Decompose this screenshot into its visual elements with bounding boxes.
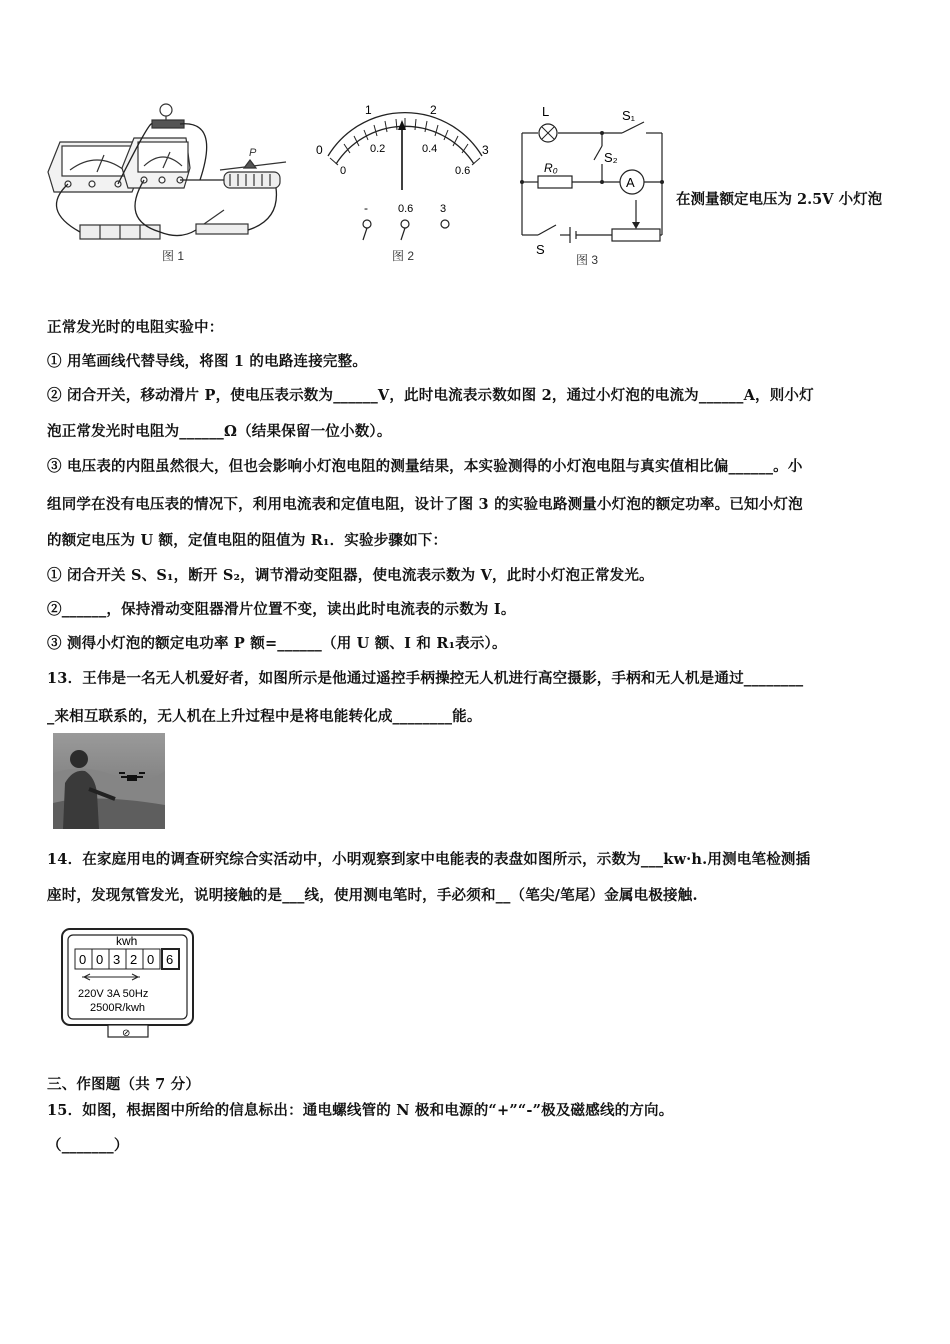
dial-end-small-06: 0.6 <box>455 165 471 177</box>
question-13-line-1: 13．王伟是一名无人机爱好者，如图所示是他通过遥控手柄操控无人机进行高空摄影，手柄和无人机是通过________ <box>47 670 804 687</box>
figure-3-circuit <box>512 100 677 270</box>
intro-text-right: 在测量额定电压为 2.5V 小灯泡 <box>676 191 883 208</box>
text-line-3: ② 闭合开关，移动滑片 P，使电压表示数为______V，此时电流表示数如图 2，通过小灯泡的电流为______A，则小灯 <box>47 387 814 404</box>
dial-label-04: 0.4 <box>422 143 438 155</box>
meter-digit-1: 0 <box>79 952 87 967</box>
electric-meter <box>60 927 195 1039</box>
question-14-line-2: 座时，发现氖管发光，说明接触的是___线，使用测电笔时，手必须和__（笔尖/笔尾）金属电极接触. <box>47 887 698 904</box>
dial-label-02: 0.2 <box>370 143 386 155</box>
dial-end-small-0: 0 <box>340 165 347 177</box>
switch-label: S <box>536 242 545 257</box>
figure-2-caption: 图 2 <box>392 249 415 263</box>
meter-digit-5: 0 <box>147 952 155 967</box>
ammeter-label: A <box>626 175 635 190</box>
text-line-1: 正常发光时的电阻实验中： <box>47 319 224 336</box>
dial-end-3: 3 <box>482 143 489 157</box>
text-line-9: ②______，保持滑动变阻器滑片位置不变，读出此时电流表的示数为 I。 <box>47 601 516 618</box>
figure-2-ammeter-dial <box>310 100 500 270</box>
figure-1-apparatus <box>40 100 300 270</box>
meter-digit-2: 0 <box>96 952 104 967</box>
s2-label: S₂ <box>604 150 618 165</box>
lamp-label: L <box>542 104 550 119</box>
question-13-line-2: _来相互联系的，无人机在上升过程中是将电能转化成________能。 <box>47 708 482 725</box>
meter-symbol: ⊘ <box>122 1028 131 1039</box>
slider-label: P <box>249 147 257 159</box>
meter-unit: kwh <box>116 934 138 948</box>
section-heading-3: 三、作图题（共 7 分） <box>47 1076 201 1093</box>
meter-spec-1: 220V 3A 50Hz <box>78 988 149 1000</box>
terminal-minus: - <box>364 201 368 215</box>
drone-photo <box>53 733 165 829</box>
dial-label-2: 2 <box>430 103 437 117</box>
question-15-answer-blank: （_______） <box>47 1137 129 1154</box>
figure-3-caption: 图 3 <box>576 253 599 267</box>
terminal-3: 3 <box>440 203 447 215</box>
dial-label-1: 1 <box>365 103 372 117</box>
meter-spec-2: 2500R/kwh <box>90 1002 146 1014</box>
dial-end-0: 0 <box>316 143 323 157</box>
s1-label: S₁ <box>622 108 636 123</box>
text-line-6: 组同学在没有电压表的情况下，利用电流表和定值电阻，设计了图 3 的实验电路测量小灯泡的额定功率。已知小灯泡 <box>47 496 803 513</box>
text-line-4: 泡正常发光时电阻为______Ω（结果保留一位小数）。 <box>47 423 392 440</box>
text-line-2: ① 用笔画线代替导线，将图 1 的电路连接完整。 <box>47 353 368 370</box>
question-15-line-1: 15．如图，根据图中所给的信息标出：通电螺线管的 N 极和电源的“+”“-”极及磁感线的方向。 <box>47 1102 674 1119</box>
meter-digit-3: 3 <box>113 952 121 967</box>
meter-digit-6: 6 <box>166 952 174 967</box>
text-line-5: ③ 电压表的内阻虽然很大，但也会影响小灯泡电阻的测量结果，本实验测得的小灯泡电阻与真实值相比偏______。小 <box>47 458 803 475</box>
question-14-line-1: 14．在家庭用电的调查研究综合实活动中，小明观察到家中电能表的表盘如图所示，示数为___kw·h.用测电笔检测插 <box>47 851 811 868</box>
figure-1-caption: 图 1 <box>162 249 185 263</box>
text-line-10: ③ 测得小灯泡的额定电功率 P 额=______（用 U 额、I 和 R₁表示）。 <box>47 635 507 652</box>
text-line-7: 的额定电压为 U 额，定值电阻的阻值为 R₁．实验步骤如下： <box>47 532 448 549</box>
r0-label: R₀ <box>544 161 558 175</box>
terminal-06: 0.6 <box>398 203 414 215</box>
meter-digit-4: 2 <box>130 952 138 967</box>
text-line-8: ① 闭合开关 S、S₁，断开 S₂，调节滑动变阻器，使电流表示数为 V，此时小灯泡正常发光。 <box>47 567 654 584</box>
